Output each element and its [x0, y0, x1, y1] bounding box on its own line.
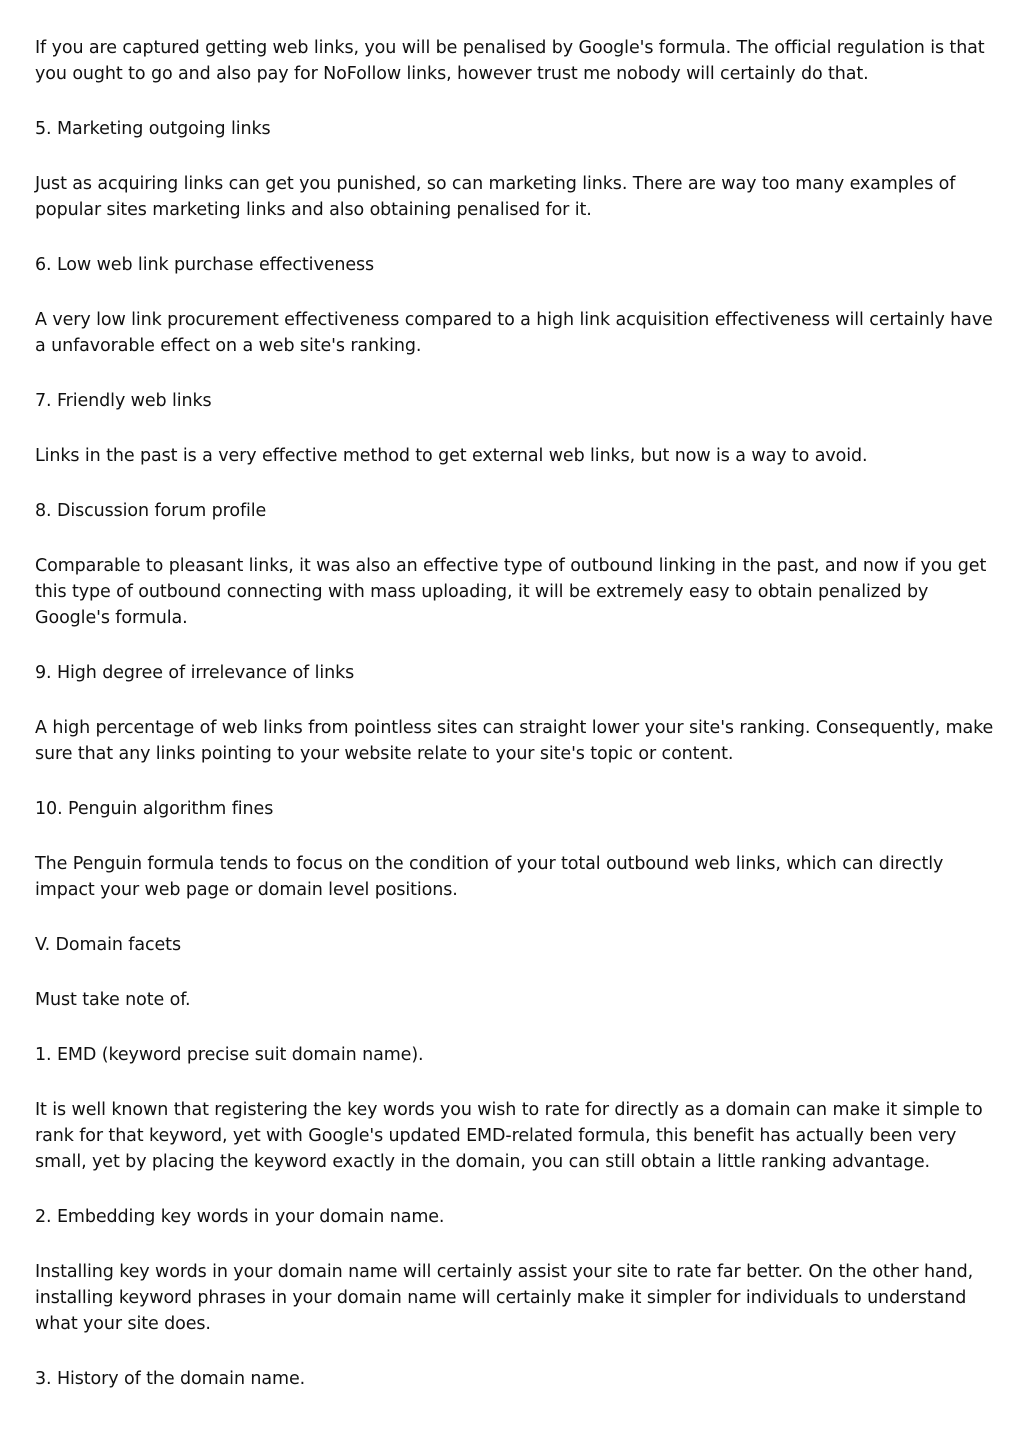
heading-forum-profile: 8. Discussion forum profile: [35, 501, 267, 521]
heading-domain-history: 3. History of the domain name.: [35, 1369, 306, 1389]
paragraph-friendly-links: Links in the past is a very effective method to get external web links, but now is a way to avoid.: [35, 446, 868, 466]
heading-embedding-keywords: 2. Embedding key words in your domain name.: [35, 1207, 445, 1227]
heading-emd: 1. EMD (keyword precise suit domain name).: [35, 1045, 424, 1065]
heading-penguin: 10. Penguin algorithm fines: [35, 799, 274, 819]
paragraph-take-note: Must take note of.: [35, 990, 191, 1010]
document-body: [35, 35, 995, 1421]
paragraph-marketing-links: Just as acquiring links can get you punished, so can marketing links. There are way too many examples of popular sites marketing links and also obtaining penalised for it.: [35, 174, 956, 220]
heading-irrelevance: 9. High degree of irrelevance of links: [35, 663, 355, 683]
paragraph-captured-links: If you are captured getting web links, you will be penalised by Google's formula. The official regulation is that you ought to go and also pay for NoFollow links, however trust me nobody will certainly do that.: [35, 38, 985, 84]
paragraph-irrelevance: A high percentage of web links from pointless sites can straight lower your site's ranking. Consequently, make sure that any links pointing to your website relate to your site's topic or content.: [35, 718, 994, 764]
heading-domain-facets: V. Domain facets: [35, 935, 181, 955]
heading-low-link-purchase: 6. Low web link purchase effectiveness: [35, 255, 375, 275]
paragraph-emd: It is well known that registering the key words you wish to rate for directly as a domain can make it simple to rank for that keyword, yet with Google's updated EMD-related formula, this benefit has actually been very small, yet by placing the keyword exactly in the domain, you can still obtain a little ranking advantage.: [35, 1100, 983, 1172]
paragraph-link-procurement: A very low link procurement effectiveness compared to a high link acquisition effectiveness will certainly have a unfavorable effect on a web site's ranking.: [35, 310, 993, 356]
heading-friendly-links: 7. Friendly web links: [35, 391, 212, 411]
paragraph-forum-profile: Comparable to pleasant links, it was also an effective type of outbound linking in the past, and now if you get this type of outbound connecting with mass uploading, it will be extremely easy to obtain penalized by Google's formula.: [35, 556, 987, 628]
paragraph-penguin: The Penguin formula tends to focus on the condition of your total outbound web links, which can directly impact your web page or domain level positions.: [35, 854, 944, 900]
heading-marketing-outgoing-links: 5. Marketing outgoing links: [35, 119, 271, 139]
paragraph-embedding-keywords: Installing key words in your domain name will certainly assist your site to rate far better. On the other hand, installing keyword phrases in your domain name will certainly make it simpler for individuals to understand what your site does.: [35, 1262, 974, 1334]
